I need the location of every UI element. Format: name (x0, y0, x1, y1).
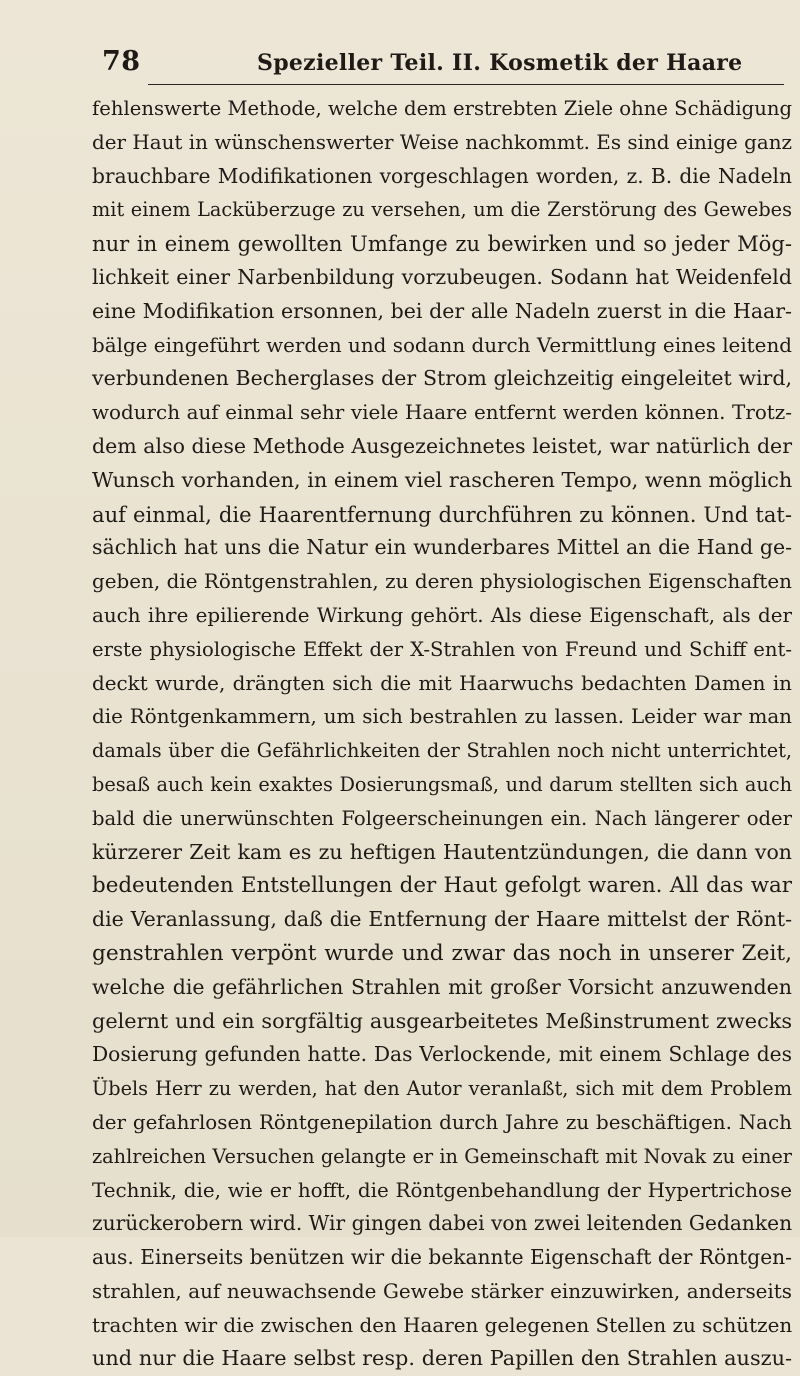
text-line: nur in einem gewollten Umfange zu bewirken und so jeder Mög- (92, 231, 792, 257)
text-line: aus. Einerseits benützen wir die bekannte Eigenschaft der Röntgen- (92, 1245, 792, 1270)
text-line: der gefahrlosen Röntgenepilation durch Jahre zu beschäftigen. Nach (92, 1110, 792, 1134)
text-line: damals über die Gefährlichkeiten der Strahlen noch nicht unterrichtet, (92, 739, 792, 763)
text-line: trachten wir die zwischen den Haaren gelegenen Stellen zu schützen (92, 1313, 793, 1337)
header-rule (148, 84, 784, 85)
text-line: welche die gefährlichen Strahlen mit großer Vorsicht anzuwenden (92, 974, 792, 999)
text-line: deckt wurde, drängten sich die mit Haarwuchs bedachten Damen in (92, 671, 792, 695)
text-line: Technik, die, wie er hofft, die Röntgenbehandlung der Hypertrichose (92, 1178, 792, 1202)
text-line: zurückerobern wird. Wir gingen dabei von zwei leitenden Gedanken (92, 1211, 793, 1236)
running-head: Spezieller Teil. II. Kosmetik der Haare (257, 50, 743, 76)
text-line: mit einem Lacküberzuge zu versehen, um die Zerstörung des Gewebes (92, 198, 792, 222)
text-line: strahlen, auf neuwachsende Gewebe stärker einzuwirken, anderseits (92, 1279, 792, 1303)
text-line: bedeutenden Entstellungen der Haut gefolgt waren. All das war (92, 873, 792, 899)
text-line: erste physiologische Effekt der X-Strahlen von Freund und Schiff ent- (92, 637, 792, 661)
text-line: Übels Herr zu werden, hat den Autor veranlaßt, sich mit dem Problem (92, 1077, 792, 1101)
text-line: sächlich hat uns die Natur ein wunderbares Mittel an die Hand ge- (92, 535, 792, 560)
text-line: verbundenen Becherglases der Strom gleichzeitig eingeleitet wird, (92, 366, 792, 391)
text-line: dem also diese Methode Ausgezeichnetes leistet, war natürlich der (92, 433, 792, 458)
text-line: gelernt und ein sorgfältig ausgearbeitetes Meßinstrument zwecks (92, 1008, 792, 1033)
text-line: die Veranlassung, daß die Entfernung der Haare mittelst der Rönt- (92, 907, 792, 932)
page-header (92, 46, 792, 88)
text-line: auf einmal, die Haarentfernung durchführen zu können. Und tat- (92, 501, 792, 527)
page-number: 78 (102, 46, 141, 77)
text-line: und nur die Haare selbst resp. deren Papillen den Strahlen auszu- (92, 1346, 792, 1371)
text-line: eine Modifikation ersonnen, bei der alle Nadeln zuerst in die Haar- (92, 298, 792, 323)
text-line: wodurch auf einmal sehr viele Haare entfernt werden können. Trotz- (92, 401, 792, 425)
text-line: bälge eingeführt werden und sodann durch Vermittlung eines leitend (92, 333, 792, 357)
body-text (92, 92, 792, 1376)
text-line: bald die unerwünschten Folgeerscheinungen ein. Nach längerer oder (92, 806, 792, 830)
text-line: geben, die Röntgenstrahlen, zu deren physiologischen Eigenschaften (92, 570, 792, 594)
text-line: genstrahlen verpönt wurde und zwar das noch in unserer Zeit, (92, 940, 792, 966)
text-line: die Röntgenkammern, um sich bestrahlen zu lassen. Leider war man (92, 705, 792, 729)
text-line: Wunsch vorhanden, in einem viel rascheren Tempo, wenn möglich (92, 467, 793, 492)
text-line: besaß auch kein exaktes Dosierungsmaß, und darum stellten sich auch (92, 772, 792, 796)
text-line: zahlreichen Versuchen gelangte er in Gemeinschaft mit Novak zu einer (92, 1144, 792, 1168)
text-line: brauchbare Modifikationen vorgeschlagen worden, z. B. die Nadeln (92, 163, 792, 188)
text-line: auch ihre epilierende Wirkung gehört. Als diese Eigenschaft, als der (92, 603, 792, 627)
text-line: kürzerer Zeit kam es zu heftigen Hautentzündungen, die dann von (92, 839, 792, 864)
text-line: Dosierung gefunden hatte. Das Verlockende, mit einem Schlage des (92, 1042, 792, 1067)
text-line: fehlenswerte Methode, welche dem erstrebten Ziele ohne Schädigung (92, 97, 792, 120)
text-line: lichkeit einer Narbenbildung vorzubeugen. Sodann hat Weidenfeld (92, 264, 792, 289)
text-line: der Haut in wünschenswerter Weise nachkommt. Es sind einige ganz (92, 130, 792, 154)
